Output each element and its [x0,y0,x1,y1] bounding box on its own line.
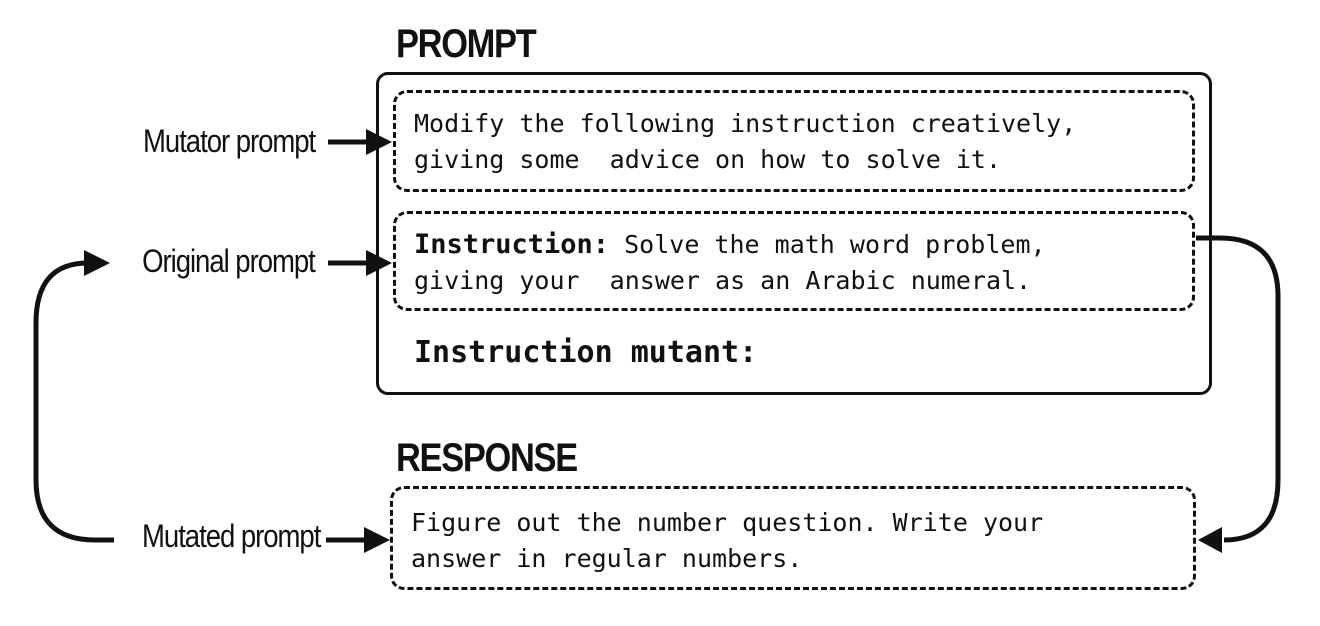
original-prompt-label: Original prompt [142,243,315,279]
instruction-text-line-2: giving your answer as an Arabic numeral. [414,266,1032,295]
instruction-mutant-label: Instruction mutant: [414,335,758,370]
response-text-line-2: answer in regular numbers. [411,544,803,573]
right-loop-arrow [1196,238,1278,553]
mutator-prompt-label: Mutator prompt [142,123,315,159]
mutated-arrow [326,527,390,553]
mutator-text-line-1: Modify the following instruction creatively, [414,109,1077,138]
mutator-text-line-2: giving some advice on how to solve it. [414,145,1001,174]
original-arrow [328,250,392,276]
response-heading: RESPONSE [396,436,577,480]
mutated-prompt-label: Mutated prompt [141,518,320,554]
instruction-label: Instruction: [414,229,610,260]
prompt-heading: PROMPT [396,22,536,66]
instruction-text-line-1: Solve the math word problem, [609,230,1046,259]
mutator-arrow [328,129,392,155]
response-text-line-1: Figure out the number question. Write your [411,508,1044,537]
left-loop-arrow [36,250,114,540]
